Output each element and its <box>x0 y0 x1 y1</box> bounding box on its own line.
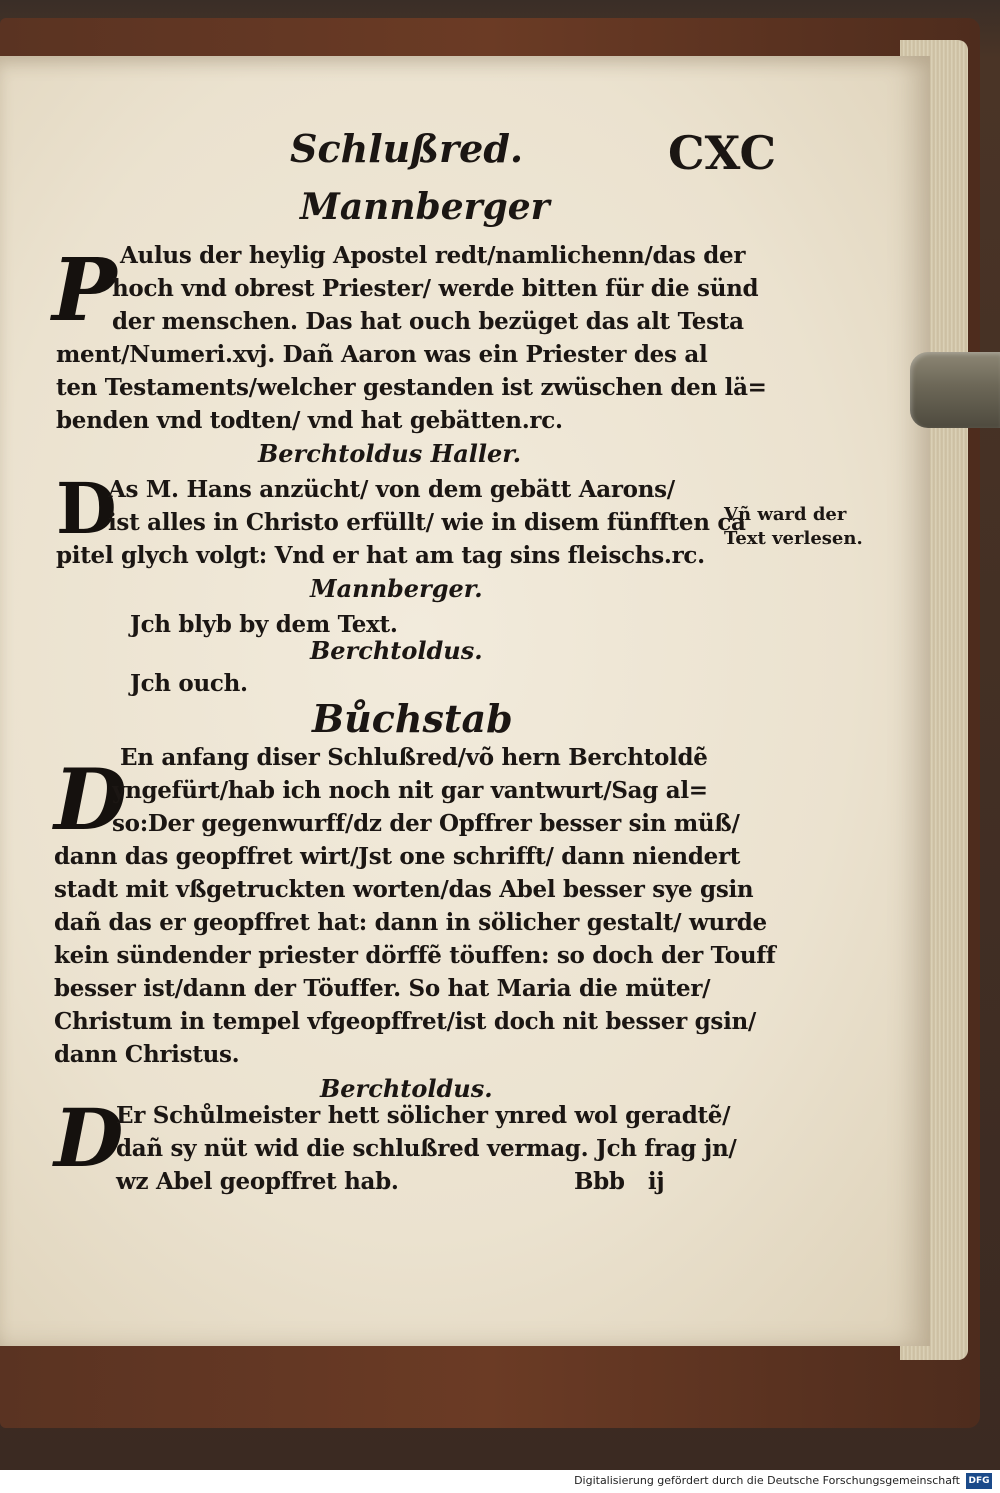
text-line: hoch vnd obrest Priester/ werde bitten für die sünd <box>112 275 759 302</box>
text-line: dañ das er geopffret hat: dann in sölicher gestalt/ wurde <box>54 909 767 936</box>
section-title-mannberger: Mannberger <box>300 186 550 228</box>
book-clasp <box>910 352 1000 428</box>
margin-note-line: Text verlesen. <box>724 528 863 549</box>
text-line: dañ sy nüt wid die schlußred vermag. Jch frag jn/ <box>116 1135 737 1162</box>
text-line: En anfang diser Schlußred/võ hern Berchtoldẽ <box>120 744 708 771</box>
speaker-haller: Berchtoldus Haller. <box>258 439 522 468</box>
text-line: Jch ouch. <box>130 670 248 697</box>
text-line: Aulus der heylig Apostel redt/namlichenn/das der <box>120 242 746 269</box>
speaker-mannberger: Mannberger. <box>310 574 483 603</box>
text-line: yngefürt/hab ich noch nit gar vantwurt/Sag al= <box>112 777 708 804</box>
text-line: besser ist/dann der Töuffer. So hat Maria die müter/ <box>54 975 711 1002</box>
text-line: stadt mit vßgetruckten worten/das Abel besser sye gsin <box>54 876 754 903</box>
margin-note-line: Vñ ward der <box>724 504 847 525</box>
footer-bar <box>0 1470 1000 1493</box>
section-title-buchstab: Bůchstab <box>312 696 513 741</box>
text-line: pitel glych volgt: Vnd er hat am tag sins fleischs.rc. <box>56 542 705 569</box>
text-line: ten Testaments/welcher gestanden ist zwüschen den lä= <box>56 374 767 401</box>
text-line: ment/Numeri.xvj. Dañ Aaron was ein Priester des al <box>56 341 708 368</box>
dropcap-d: D <box>56 467 117 550</box>
text-line: dann das geopffret wirt/Jst one schrifft/ dann niendert <box>54 843 741 870</box>
text-line: As M. Hans anzücht/ von dem gebätt Aarons/ <box>108 476 675 503</box>
book-page <box>0 56 930 1346</box>
text-line: Christum in tempel vfgeopffret/ist doch nit besser gsin/ <box>54 1008 757 1035</box>
text-line: Jch blyb by dem Text. <box>130 611 398 638</box>
dfg-logo-icon: DFG <box>966 1473 992 1489</box>
speaker-berchtoldus: Berchtoldus. <box>320 1074 493 1103</box>
folio-number: CXC <box>668 126 777 180</box>
text-line: kein sündender priester dörffẽ töuffen: so doch der Touff <box>54 942 776 969</box>
dropcap-d: D <box>54 750 127 849</box>
speaker-berchtoldus: Berchtoldus. <box>310 636 483 665</box>
text-line: wz Abel geopffret hab. <box>116 1168 399 1195</box>
dropcap-d: D <box>54 1091 124 1185</box>
footer-credit: Digitalisierung gefördert durch die Deutsche Forschungsgemeinschaft <box>574 1474 960 1487</box>
running-head: Schlußred. <box>290 126 524 171</box>
signature-mark: Bbb ij <box>574 1168 665 1195</box>
dropcap-p: P <box>52 240 117 341</box>
text-line: der menschen. Das hat ouch bezüget das alt Testa <box>112 308 744 335</box>
text-line: ist alles in Christo erfüllt/ wie in disem fünfften ca <box>108 509 746 536</box>
text-line: so:Der gegenwurff/dz der Opffrer besser sin müß/ <box>112 810 740 837</box>
text-line: dann Christus. <box>54 1041 240 1068</box>
text-line: benden vnd todten/ vnd hat gebätten.rc. <box>56 407 563 434</box>
text-line: Er Schůlmeister hett sölicher ynred wol geradtẽ/ <box>116 1102 731 1129</box>
